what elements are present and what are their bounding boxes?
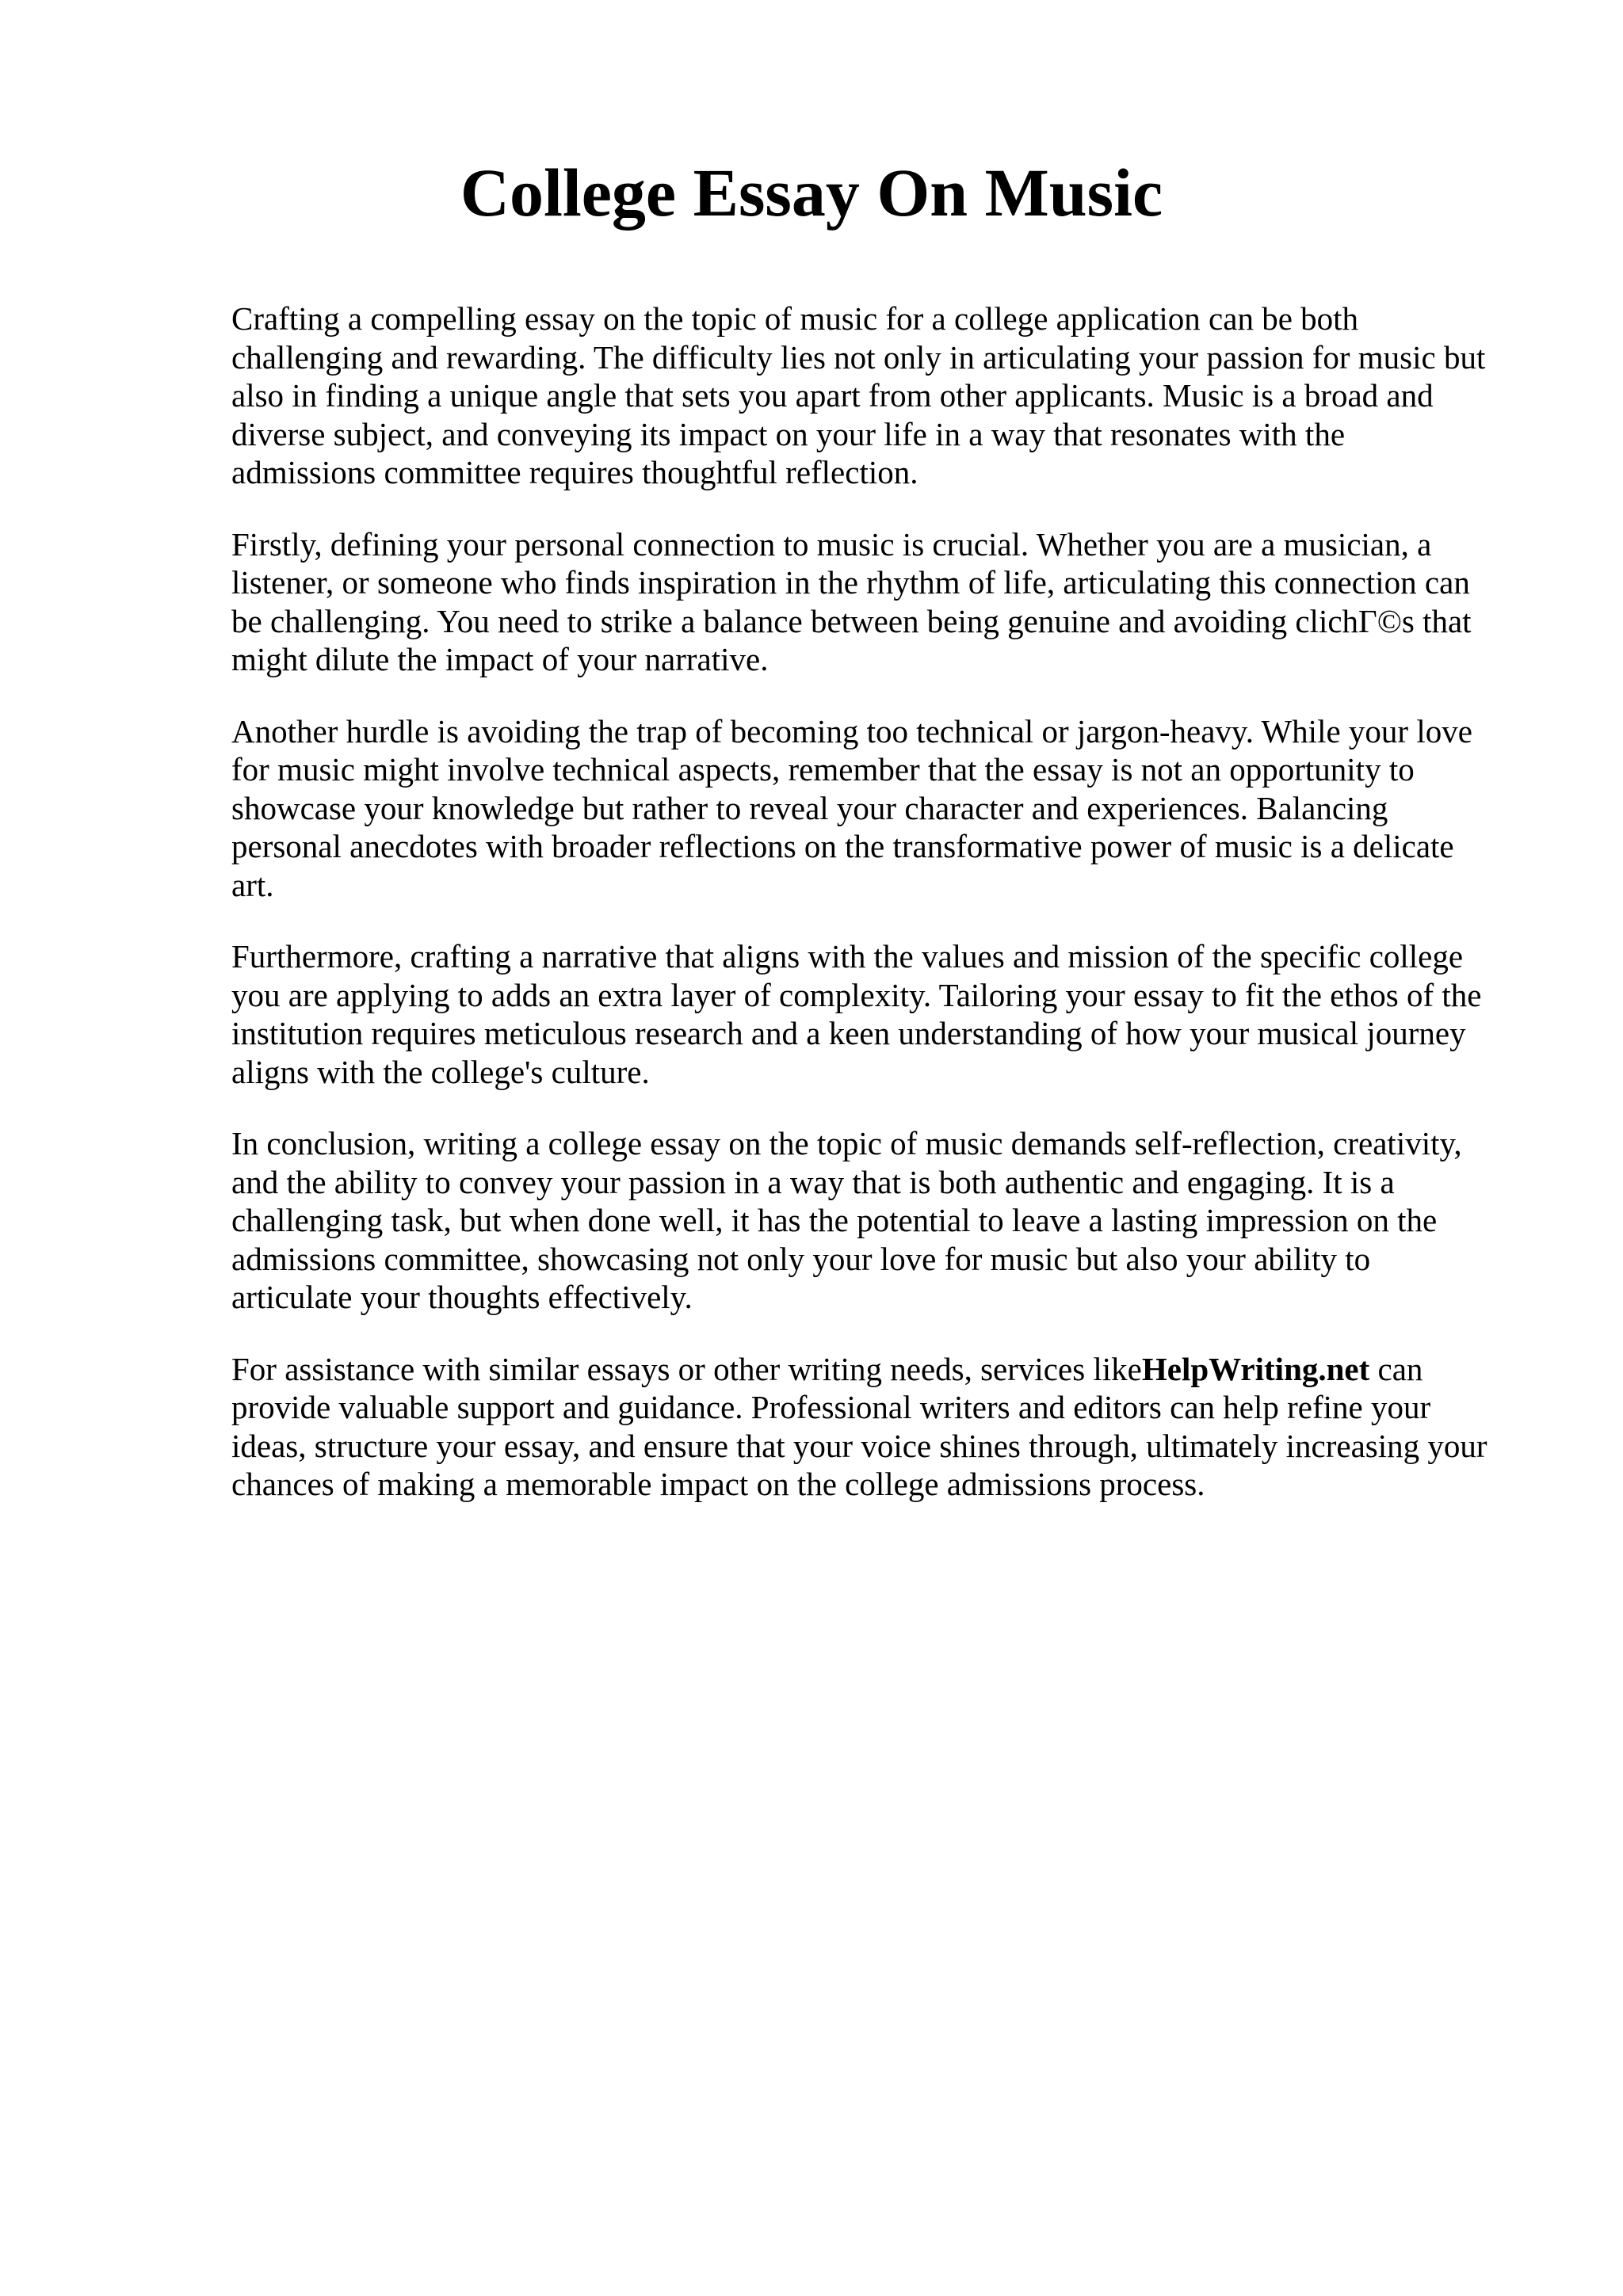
paragraph-line: institution requires meticulous research and a keen understanding of how your musical journey: [231, 1015, 1466, 1051]
paragraph-line: Another hurdle is avoiding the trap of becoming too technical or jargon-heavy. While your love: [231, 712, 1472, 749]
paragraph-line: articulate your thoughts effectively.: [231, 1279, 693, 1315]
closing-first-line: [231, 1350, 1515, 1389]
paragraph-closing: [231, 1350, 1515, 1504]
closing-text-after: can: [1369, 1350, 1423, 1387]
paragraph-line: aligns with the college's culture.: [231, 1053, 650, 1090]
paragraph-line: you are applying to adds an extra layer of complexity. Tailoring your essay to fit the ethos of the: [231, 976, 1482, 1013]
paragraph-line: Firstly, defining your personal connection to music is crucial. Whether you are a musician, a: [231, 525, 1432, 563]
paragraph-technical: [231, 712, 1515, 905]
paragraph-line: ideas, structure your essay, and ensure that your voice shines through, ultimately increasing your: [231, 1427, 1487, 1464]
paragraph-line: chances of making a memorable impact on the college admissions process.: [231, 1466, 1205, 1502]
paragraph-line: listener, or someone who finds inspiration in the rhythm of life, articulating this connection can: [231, 564, 1470, 601]
paragraph-line: challenging and rewarding. The difficulty lies not only in articulating your passion for music but: [231, 338, 1486, 376]
paragraph-line: provide valuable support and guidance. Professional writers and editors can help refine your: [231, 1389, 1431, 1425]
paragraph-line: might dilute the impact of your narrative.: [231, 641, 769, 677]
brand-name: HelpWriting.net: [1141, 1350, 1370, 1387]
paragraph-line: also in finding a unique angle that sets you apart from other applicants. Music is a broad and: [231, 377, 1434, 414]
closing-text-before: For assistance with similar essays or other writing needs, services like: [231, 1350, 1142, 1387]
paragraph-line: admissions committee requires thoughtful reflection.: [231, 454, 918, 490]
paragraph-line: art.: [231, 866, 274, 903]
document-body: [231, 299, 1515, 1537]
paragraph-line: challenging task, but when done well, it has the potential to leave a lasting impression on the: [231, 1202, 1438, 1238]
paragraph-line: personal anecdotes with broader reflections on the transformative power of music is a delicate: [231, 828, 1454, 864]
paragraph-line: Furthermore, crafting a narrative that aligns with the values and mission of the specific college: [231, 938, 1464, 974]
paragraph-line: showcase your knowledge but rather to reveal your character and experiences. Balancing: [231, 789, 1388, 826]
paragraph-line: In conclusion, writing a college essay on the topic of music demands self-reflection, creativity,: [231, 1125, 1462, 1161]
paragraph-line: for music might involve technical aspects, remember that the essay is not an opportunity to: [231, 751, 1415, 788]
paragraph-intro: [231, 299, 1515, 492]
paragraph-line: be challenging. You need to strike a balance between being genuine and avoiding clichΓ©s that: [231, 602, 1472, 639]
paragraph-line: admissions committee, showcasing not only your love for music but also your ability to: [231, 1240, 1371, 1277]
document-title: College Essay On Music: [460, 154, 1163, 231]
paragraph-line: and the ability to convey your passion in a way that is both authentic and engaging. It is a: [231, 1163, 1395, 1200]
paragraph-college-fit: [231, 937, 1515, 1091]
paragraph-connection: [231, 525, 1515, 679]
paragraph-line: Crafting a compelling essay on the topic of music for a college application can be both: [231, 300, 1359, 337]
paragraph-line: diverse subject, and conveying its impact on your life in a way that resonates with the: [231, 415, 1346, 452]
paragraph-conclusion: [231, 1124, 1515, 1317]
